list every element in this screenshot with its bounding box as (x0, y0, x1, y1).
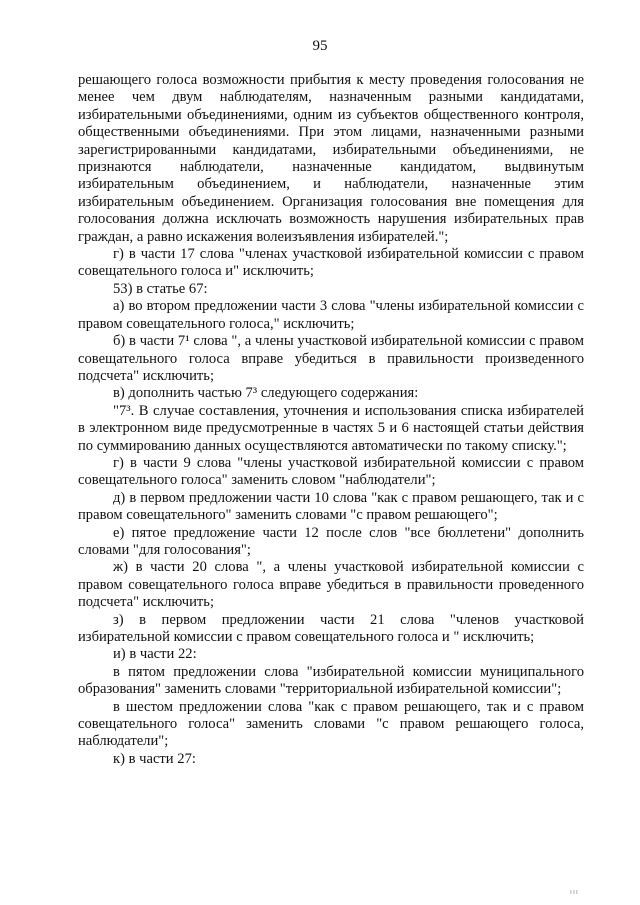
paragraph-item-z: з) в первом предложении части 21 слова "членов участковой избирательной комиссии с правом совещательного голоса и " исключить; (78, 611, 584, 645)
paragraph-item-i-sixth-sentence: в шестом предложении слова "как с правом решающего, так и с правом совещательного голоса" заменить словами "с правом решающего голоса, наблюдатели"; (78, 698, 584, 750)
paragraph-continuation: решающего голоса возможности прибытия к месту проведения голосования не менее чем двум наблюдателям, назначенным разными кандидатами, избирательными объединениями, одним из субъектов общественного контроля, общественными объединениями. При этом лицами, назначенными разными зарегистрированными кандидатами, избирательными объединениями, не признаются наблюдатели, назначенные кандидатом, выдвинутым избирательным объединением, и наблюдатели, назначенные этим избирательным объединением. Организация голосования вне помещения для голосования должна исключать возможность нарушения избирательных прав граждан, а равно искажения волеизъявления избирателей."; (78, 72, 584, 245)
paragraph-item-d: д) в первом предложении части 10 слова "как с правом решающего, так и с правом совещательного" заменить словами "с правом решающего"; (78, 489, 584, 524)
paragraph-item-e: е) пятое предложение части 12 после слов "все бюллетени" дополнить словами "для голосования"; (78, 524, 584, 558)
paragraph-item-v: в) дополнить частью 7³ следующего содержания: (113, 385, 419, 402)
paragraph-item-i-fifth-sentence: в пятом предложении слова "избирательной комиссии муниципального образования" заменить словами "территориальной избирательной комиссии"; (78, 663, 584, 698)
corner-scan-mark: ııı (570, 888, 579, 896)
paragraph-part-7-3-text: "7³. В случае составления, уточнения и использования списка избирателей в электронном виде предусмотренные в частях 5 и 6 настоящей статьи действия по суммированию данных осуществляются автоматически по такому списку."; (78, 402, 584, 454)
paragraph-item-g-part-17: г) в части 17 слова "членах участковой избирательной комиссии с правом совещательного голоса и" исключить; (78, 246, 584, 280)
paragraph-item-g-part-9: г) в части 9 слова "члены участковой избирательной комиссии с правом совещательного голоса" заменить словом "наблюдатели"; (78, 454, 584, 489)
document-body (78, 72, 584, 768)
paragraph-item-b: б) в части 7¹ слова ", а члены участковой избирательной комиссии с правом совещательного голоса вправе убедиться в правильности произведенного подсчета" исключить; (78, 333, 584, 384)
paragraph-item-k: к) в части 27: (113, 750, 196, 767)
paragraph-item-53-article-67: 53) в статье 67: (113, 280, 208, 297)
paragraph-item-i: и) в части 22: (113, 646, 197, 663)
paragraph-item-a: а) во втором предложении части 3 слова "члены избирательной комиссии с правом совещательного голоса," исключить; (78, 298, 584, 332)
paragraph-item-zh: ж) в части 20 слова ", а члены участковой избирательной комиссии с правом совещательного голоса вправе убедиться в правильности проведенного подсчета" исключить; (78, 559, 584, 611)
page-number: 95 (312, 38, 328, 54)
